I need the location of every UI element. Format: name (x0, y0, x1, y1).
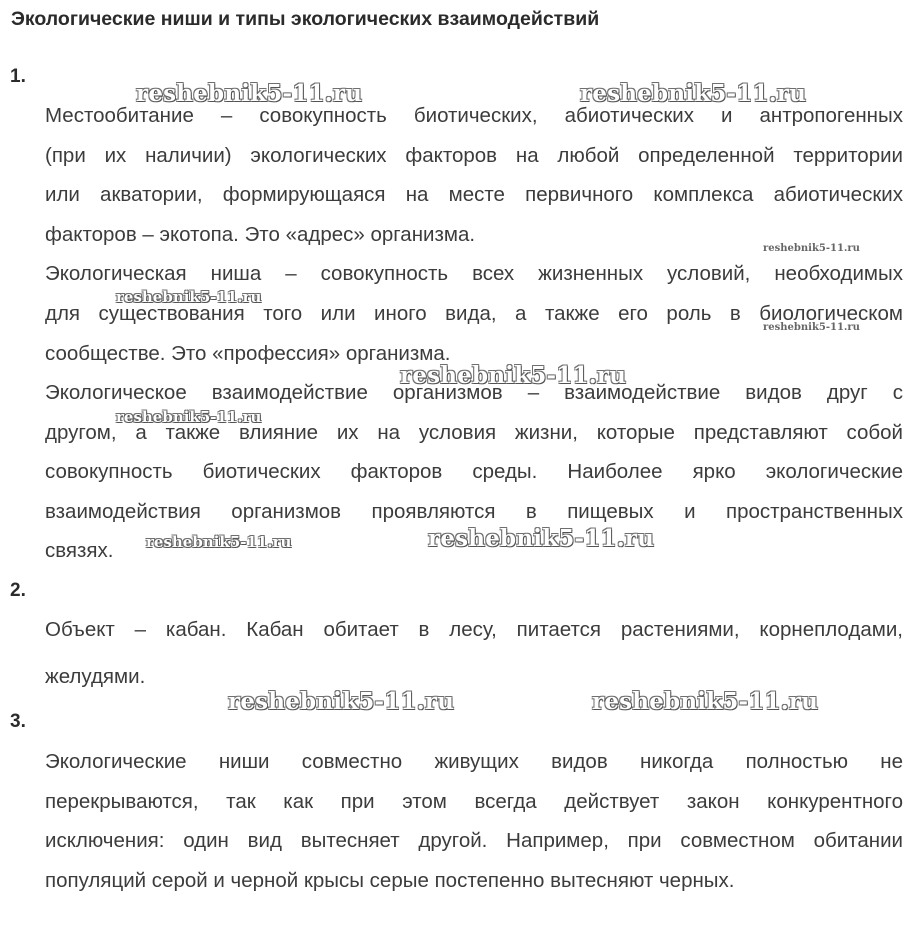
watermark: reshebnik5-11.ru (400, 362, 627, 389)
section-1-line-8: Экологическое взаимодействие организмов – взаимодействие видов друг с (45, 381, 903, 404)
section-1-line-9: другом, а также влияние их на условия жизни, которые представляют собой (45, 421, 903, 444)
watermark: reshebnik5-11.ru (592, 688, 819, 715)
section-3-line-1: Экологические ниши совместно живущих видов никогда полностью не (45, 750, 903, 773)
section-number-2: 2. (10, 580, 26, 601)
section-number-1: 1. (10, 66, 26, 87)
watermark: reshebnik5-11.ru (580, 80, 807, 107)
section-2-line-1: Объект – кабан. Кабан обитает в лесу, питается растениями, корнеплодами, (45, 618, 903, 641)
page-title: Экологические ниши и типы экологических взаимодействий (11, 8, 600, 30)
watermark: reshebnik5-11.ru (146, 533, 292, 551)
watermark: reshebnik5-11.ru (228, 688, 455, 715)
section-1-line-12: связях. (45, 539, 114, 562)
section-1-line-4: факторов – экотопа. Это «адрес» организма. (45, 223, 476, 246)
section-number-3: 3. (10, 711, 26, 732)
watermark: reshebnik5-11.ru (116, 408, 262, 426)
section-3-line-2: перекрываются, так как при этом всегда действует закон конкурентного (45, 790, 903, 813)
section-2-line-2: желудями. (45, 665, 146, 688)
section-1-line-10: совокупность биотических факторов среды. Наиболее ярко экологические (45, 460, 903, 483)
section-3-line-4: популяций серой и черной крысы серые постепенно вытесняют черных. (45, 869, 735, 892)
section-1-line-7: сообществе. Это «профессия» организма. (45, 342, 451, 365)
watermark: reshebnik5-11.ru (116, 288, 262, 306)
section-1-line-11: взаимодействия организмов проявляются в пищевых и пространственных (45, 500, 903, 523)
section-1-line-2: (при их наличии) экологических факторов на любой определенной территории (45, 144, 903, 167)
watermark: reshebnik5-11.ru (763, 322, 860, 333)
section-1-line-3: или акватории, формирующаяся на месте первичного комплекса абиотических (45, 183, 903, 206)
watermark: reshebnik5-11.ru (428, 525, 655, 552)
section-1-line-6: для существования того или иного вида, а также его роль в биологическом (45, 302, 903, 325)
section-3-line-3: исключения: один вид вытесняет другой. Например, при совместном обитании (45, 829, 903, 852)
watermark: reshebnik5-11.ru (136, 80, 363, 107)
watermark: reshebnik5-11.ru (763, 243, 860, 254)
section-1-line-5: Экологическая ниша – совокупность всех жизненных условий, необходимых (45, 262, 903, 285)
section-1-line-1: Местообитание – совокупность биотических, абиотических и антропогенных (45, 104, 903, 127)
